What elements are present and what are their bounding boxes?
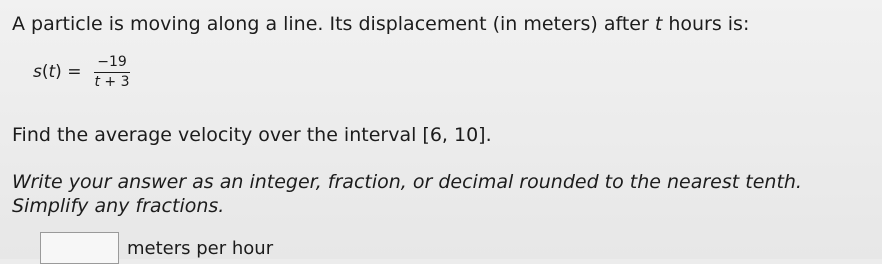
interval: [6, 10] — [422, 124, 486, 146]
equals-sign: = — [67, 62, 82, 83]
denominator-rest: + 3 — [99, 73, 130, 90]
instructions-text: Write your answer as an integer, fraction, or decimal rounded to the nearest tenth. Simplify any fractions. — [12, 171, 802, 217]
answer-row — [40, 232, 273, 264]
answer-input[interactable] — [40, 232, 119, 264]
formula-fraction — [91, 55, 132, 89]
denominator-variable: t — [94, 73, 100, 90]
fraction-numerator: −19 — [94, 55, 130, 73]
time-variable: t — [654, 13, 663, 35]
question-text — [12, 125, 492, 147]
close-paren: ) — [55, 62, 62, 83]
fraction-denominator — [91, 73, 132, 90]
function-argument: t — [48, 62, 56, 83]
intro-text-end: hours is: — [662, 13, 750, 35]
function-name: s — [33, 62, 42, 83]
intro-text: A particle is moving along a line. Its displacement (in meters) after — [12, 13, 655, 35]
displacement-formula — [33, 55, 133, 89]
question-period: . — [485, 124, 492, 146]
open-paren: ( — [41, 62, 49, 83]
answer-unit: meters per hour — [127, 238, 274, 259]
formula-lhs — [33, 62, 81, 82]
problem-intro — [12, 14, 749, 36]
question-lead: Find the average velocity over the interval — [12, 124, 423, 146]
